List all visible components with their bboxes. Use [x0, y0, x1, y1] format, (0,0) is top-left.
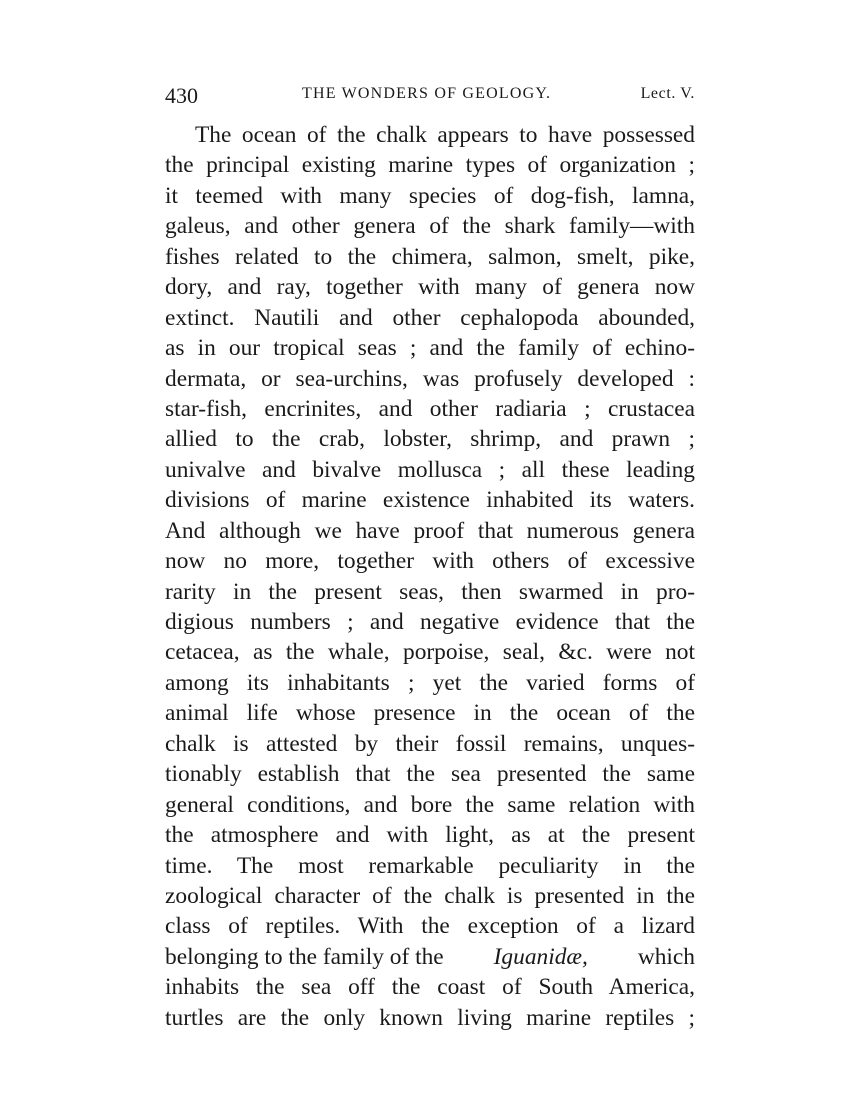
line-28-tail: which	[637, 943, 695, 970]
text-line: now no more, together with others of excessive	[165, 548, 695, 575]
body-text	[165, 120, 695, 1033]
line-28-start: belonging to the family of the	[165, 943, 444, 970]
text-line: extinct. Nautili and other cephalopoda abounded,	[165, 304, 695, 331]
text-line: And although we have proof that numerous genera	[165, 517, 695, 544]
running-header	[165, 79, 695, 109]
text-line: zoological character of the chalk is presented in the	[165, 882, 695, 909]
text-line: animal life whose presence in the ocean of the	[165, 700, 695, 727]
text-line: allied to the crab, lobster, shrimp, and prawn ;	[165, 426, 695, 453]
text-line: digious numbers ; and negative evidence that the	[165, 609, 695, 635]
running-title: THE WONDERS OF GEOLOGY.	[302, 85, 552, 102]
text-line: tionably establish that the sea presented the same	[165, 761, 695, 788]
text-line: dory, and ray, together with many of genera now	[165, 274, 695, 301]
text-line: turtles are the only known living marine reptiles ;	[165, 1004, 695, 1031]
lecture-label: Lect. V.	[640, 85, 695, 102]
text-line: it teemed with many species of dog-fish, lamna,	[165, 182, 695, 209]
text-line: star-fish, encrinites, and other radiaria ; crustacea	[165, 395, 695, 422]
text-line: dermata, or sea-urchins, was profusely developed :	[165, 365, 695, 392]
text-line: as in our tropical seas ; and the family of echino-	[165, 335, 695, 362]
text-line: rarity in the present seas, then swarmed in pro-	[165, 578, 695, 605]
text-line: cetacea, as the whale, porpoise, seal, &c. were not	[165, 639, 695, 666]
text-line-with-italic	[165, 942, 695, 972]
text-line: chalk is attested by their fossil remains, unques-	[165, 730, 695, 757]
text-line: inhabits the sea off the coast of South America,	[165, 974, 695, 1001]
text-line: The ocean of the chalk appears to have possessed	[195, 122, 695, 148]
page-number: 430	[165, 83, 198, 108]
text-line: the principal existing marine types of organization ;	[165, 152, 695, 179]
text-line: univalve and bivalve mollusca ; all these leading	[165, 456, 695, 483]
text-line: the atmosphere and with light, as at the present	[165, 822, 695, 849]
text-line: class of reptiles. With the exception of a lizard	[165, 913, 695, 940]
text-line: fishes related to the chimera, salmon, smelt, pike,	[165, 243, 695, 270]
italic-family-name: Iguanidæ,	[493, 943, 588, 970]
text-line: galeus, and other genera of the shark family—with	[165, 213, 695, 240]
text-line: general conditions, and bore the same relation with	[165, 791, 695, 818]
text-line: time. The most remarkable peculiarity in the	[165, 852, 695, 879]
text-line: divisions of marine existence inhabited its waters.	[165, 487, 695, 514]
text-line: among its inhabitants ; yet the varied forms of	[165, 669, 695, 696]
